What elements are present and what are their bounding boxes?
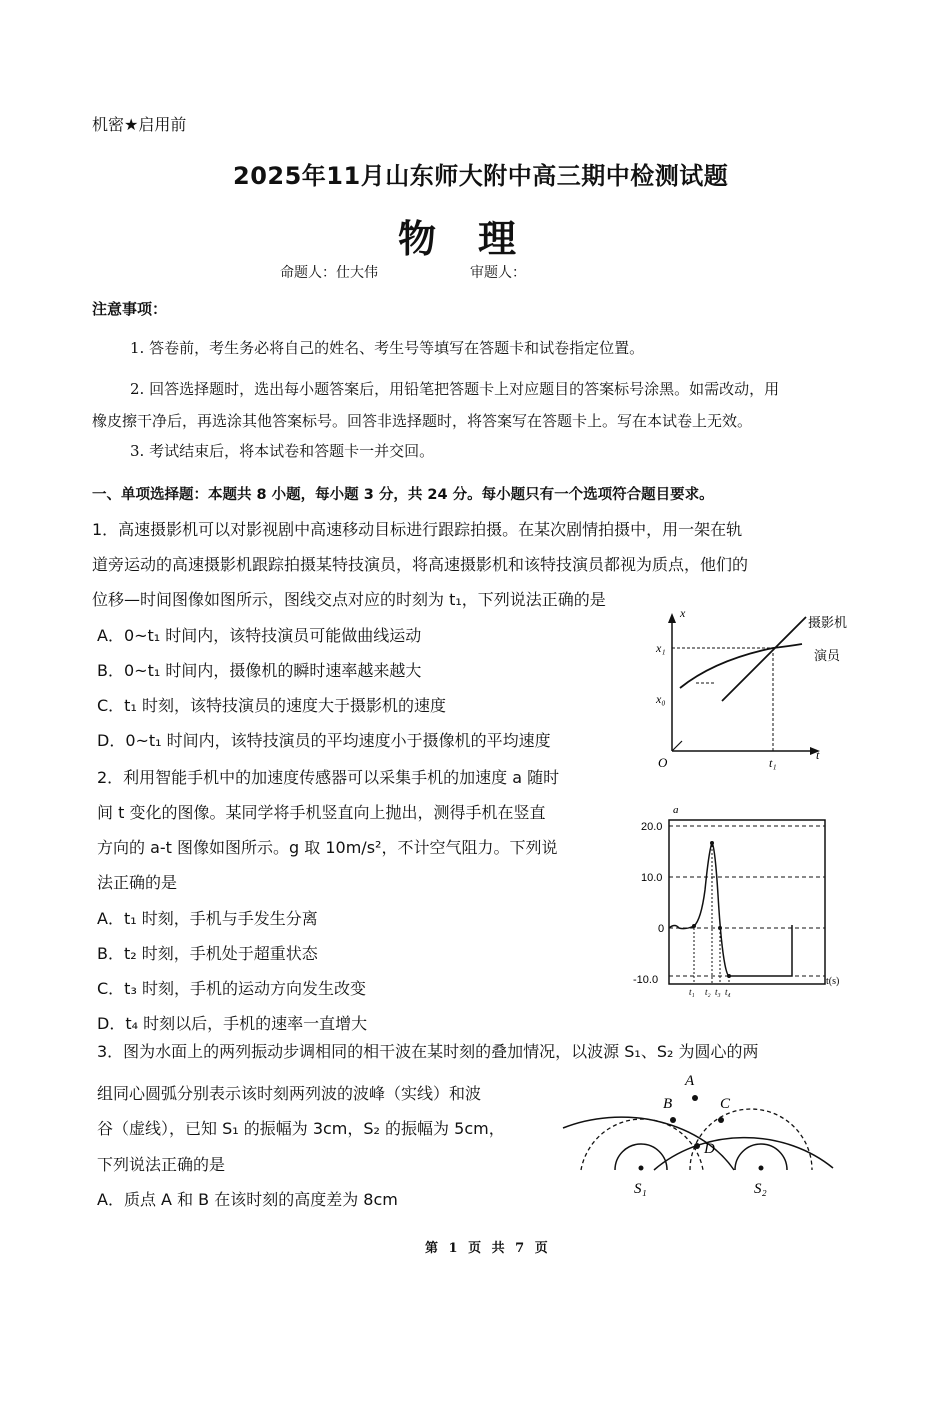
author-label: 命题人：仕大伟 xyxy=(280,265,378,281)
q2-stem-line-2: 间 t 变化的图像。某同学将手机竖直向上抛出，测得手机在竖直 xyxy=(97,803,546,822)
camera-label: 摄影机 xyxy=(808,616,848,631)
tick-neg10: -10.0 xyxy=(633,974,659,986)
authors-line xyxy=(280,262,526,282)
y-axis-label: x xyxy=(680,606,686,620)
tick-20: 20.0 xyxy=(641,821,663,833)
source-s1-label: S₁ xyxy=(634,1181,647,1197)
tick-10: 10.0 xyxy=(641,872,663,884)
q3-wave-diagram xyxy=(550,1060,860,1210)
q2-stem-line-3: 方向的 a-t 图像如图所示。g 取 10m/s²，不计空气阻力。下列说 xyxy=(97,838,558,857)
point-d-label: D xyxy=(704,1141,715,1157)
y-axis-label: a xyxy=(673,804,679,816)
q1-option-c: C．t₁ 时刻，该特技演员的速度大于摄影机的速度 xyxy=(97,696,446,715)
t1-tick: t₁ xyxy=(689,987,695,997)
q2-option-d: D．t₄ 时刻以后，手机的速率一直增大 xyxy=(97,1014,368,1033)
confidential-mark: 机密★启用前 xyxy=(92,115,187,134)
x-axis-label: t xyxy=(816,748,820,762)
q1-stem-line-1: 1．高速摄影机可以对影视剧中高速移动目标进行跟踪拍摄。在某次剧情拍摄中，用一架在轨 xyxy=(92,520,743,539)
q2-option-b: B．t₂ 时刻，手机处于超重状态 xyxy=(97,944,318,963)
notice-item-2-cont: 橡皮擦干净后，再选涂其他答案标号。回答非选择题时，将答案写在答题卡上。写在本试卷上无效。 xyxy=(92,412,753,430)
q3-stem-line-2: 组同心圆弧分别表示该时刻两列波的波峰（实线）和波 xyxy=(97,1084,482,1103)
reviewer-label: 审题人： xyxy=(470,265,526,281)
point-c-label: C xyxy=(720,1096,731,1112)
x-axis-label: t(s) xyxy=(826,976,840,987)
q1-stem-line-2: 道旁运动的高速摄影机跟踪拍摄某特技演员，将高速摄影机和该特技演员都视为质点，他们的 xyxy=(92,555,749,574)
q1-option-d: D．0~t₁ 时间内，该特技演员的平均速度小于摄像机的平均速度 xyxy=(97,731,551,750)
notice-item-2: 2. 回答选择题时，选出每小题答案后，用铅笔把答题卡上对应题目的答案标号涂黑。如需改动，用 xyxy=(130,380,780,398)
q1-stem-line-3: 位移—时间图像如图所示，图线交点对应的时刻为 t₁，下列说法正确的是 xyxy=(92,590,606,609)
q3-stem-line-3: 谷（虚线），已知 S₁ 的振幅为 3cm，S₂ 的振幅为 5cm， xyxy=(97,1119,505,1138)
q1-option-b: B．0~t₁ 时间内，摄像机的瞬时速率越来越大 xyxy=(97,661,422,680)
q2-at-graph xyxy=(625,795,855,1005)
source-s2-label: S₂ xyxy=(754,1181,767,1197)
q3-stem-line-1: 3．图为水面上的两列振动步调相同的相干波在某时刻的叠加情况，以波源 S₁、S₂ 为圆心的两 xyxy=(97,1042,759,1061)
notice-item-1: 1. 答卷前，考生务必将自己的姓名、考生号等填写在答题卡和试卷指定位置。 xyxy=(130,339,645,357)
t2-tick: t₂ xyxy=(705,987,711,997)
section-heading: 一、单项选择题：本题共 8 小题，每小题 3 分，共 24 分。每小题只有一个选项符合题目要求。 xyxy=(92,487,714,503)
q2-option-a: A．t₁ 时刻，手机与手发生分离 xyxy=(97,909,318,928)
actor-label: 演员 xyxy=(814,649,841,664)
page-number: 第 1 页 共 7 页 xyxy=(425,1241,551,1256)
q2-stem-line-4: 法正确的是 xyxy=(97,873,178,892)
exam-title: 2025年11月山东师大附中高三期中检测试题 xyxy=(233,162,729,190)
q1-xt-graph xyxy=(630,605,860,775)
q1-option-a: A．0~t₁ 时间内，该特技演员可能做曲线运动 xyxy=(97,626,422,645)
q2-option-c: C．t₃ 时刻，手机的运动方向发生改变 xyxy=(97,979,366,998)
q2-stem-line-1: 2．利用智能手机中的加速度传感器可以采集手机的加速度 a 随时 xyxy=(97,768,560,787)
t4-tick: t₄ xyxy=(725,987,731,997)
tick-0: 0 xyxy=(658,923,665,935)
point-b-label: B xyxy=(663,1096,673,1112)
subject-title: 物理 xyxy=(398,217,559,261)
point-a-label: A xyxy=(685,1073,695,1089)
t1-tick: t₁ xyxy=(769,756,777,770)
x1-tick: x₁ xyxy=(656,641,666,655)
x0-tick: x₀ xyxy=(656,692,666,706)
notice-item-3: 3. 考试结束后，将本试卷和答题卡一并交回。 xyxy=(130,442,435,460)
t3-tick: t₃ xyxy=(715,987,721,997)
origin-label: O xyxy=(658,755,668,770)
q3-stem-line-4: 下列说法正确的是 xyxy=(97,1155,226,1174)
notice-heading: 注意事项： xyxy=(92,300,168,318)
q3-option-a: A．质点 A 和 B 在该时刻的高度差为 8cm xyxy=(97,1190,398,1209)
